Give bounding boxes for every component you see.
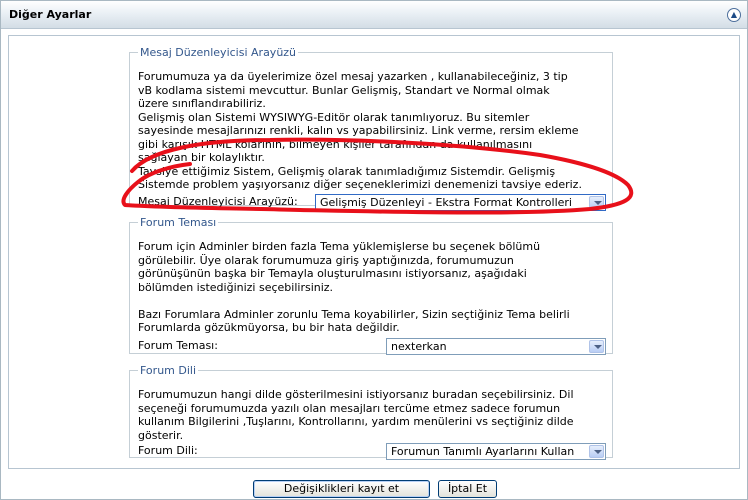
editor-legend: Mesaj Düzenleyicisi Arayüzü [140,46,297,59]
language-description [138,388,604,442]
description-line: Bazı Forumlara Adminler zorunlu Tema koyabilirler, Sizin seçtiğiniz Tema belirli [138,307,570,321]
description-line: gösterir. [138,428,184,442]
description-line: sağlayan bir kolaylıktır. [138,151,265,164]
description-line: Gelişmiş olan Sistemi WYSIWYG-Editör olarak tanımlıyoruz. Bu sitemler [138,110,530,124]
description-line: Sistemde problem yaşıyorsanız diğer seçeneklerimizi denemenizi tavsiye ederiz. [138,178,582,191]
description-line: Tavsiye ettiğimiz Sistem, Gelişmiş olarak tanımladığımız Sistemdir. Gelişmiş [138,164,556,178]
theme-select[interactable] [386,338,606,355]
language-selected-value: Forumun Tanımlı Ayarlarını Kullan [391,445,575,458]
settings-content [8,35,740,469]
description-line: Forum için Adminler birden fazla Tema yüklemişlerse bu seçenek bölümü [138,240,541,253]
theme-field-label: Forum Teması: [138,339,218,352]
description-line: kullanım Bilgilerini ,Tuşlarını, Kontrollarını, yardım menülerini vs seçtiğiniz dilde [138,415,574,428]
theme-fieldset [129,216,613,354]
chevron-down-icon[interactable] [589,196,604,209]
description-line: seçeneği forumumuzda yazılı olan mesajları tercüme etmez sadece forumun [138,401,561,415]
theme-legend: Forum Teması [140,216,217,229]
cancel-button[interactable]: İptal Et [438,480,497,498]
language-fieldset [129,364,613,458]
theme-description [138,240,604,335]
description-line: görünüşünün başka bir Temayla oluşturulmasını istiyorsanız, aşağıdaki [138,267,527,280]
description-line: Forumlarda gözükmüyorsa, bu bir hata değildir. [138,321,400,334]
description-line: Forumumuzun hangi dilde gösterilmesini istiyorsanız buradan seçebilirsiniz. Dil [138,388,574,401]
description-line [138,294,604,308]
save-button[interactable]: Değişiklikleri kayıt et [253,480,430,498]
description-line: görülebilir. Üye olarak forumumuza giriş yaptığınızda, forumumuzun [138,253,514,267]
panel-header [1,1,747,29]
language-field-label: Forum Dili: [138,444,198,457]
description-line: bölümden istediğinizi seçebilirsiniz. [138,280,334,294]
chevron-down-icon[interactable] [589,445,604,458]
editor-field-label: Mesaj Düzenleyicisi Arayüzü: [138,195,298,208]
panel-title: Diğer Ayarlar [9,8,92,21]
editor-selected-value: Gelişmiş Düzenleyi - Ekstra Format Kontrolleri [320,196,572,209]
language-select[interactable] [386,443,606,460]
language-legend: Forum Dili [140,364,197,377]
editor-description [138,70,604,192]
editor-fieldset [129,46,613,209]
chevron-down-icon[interactable] [589,340,604,353]
description-line: gibi karışık HTML kolarının, bilmeyen kişiler tarafından da kullanılmasını [138,137,533,151]
description-line: Forumumuza ya da üyelerimize özel mesaj yazarken , kullanabileceğiniz, 3 tip [138,70,568,83]
description-line: sayesinde mesajlarınızı renkli, kalın vs yapabilirsiniz. Link verme, rersim ekleme [138,124,579,137]
description-line: vB kodlama sistemi mevcuttur. Bunlar Gelişmiş, Standart ve Normal olmak [138,83,550,97]
description-line: üzere sınıflandırabiliriz. [138,97,266,110]
editor-select[interactable] [315,194,606,211]
collapse-up-icon[interactable]: ▲ [727,8,741,22]
theme-selected-value: nexterkan [391,340,447,353]
